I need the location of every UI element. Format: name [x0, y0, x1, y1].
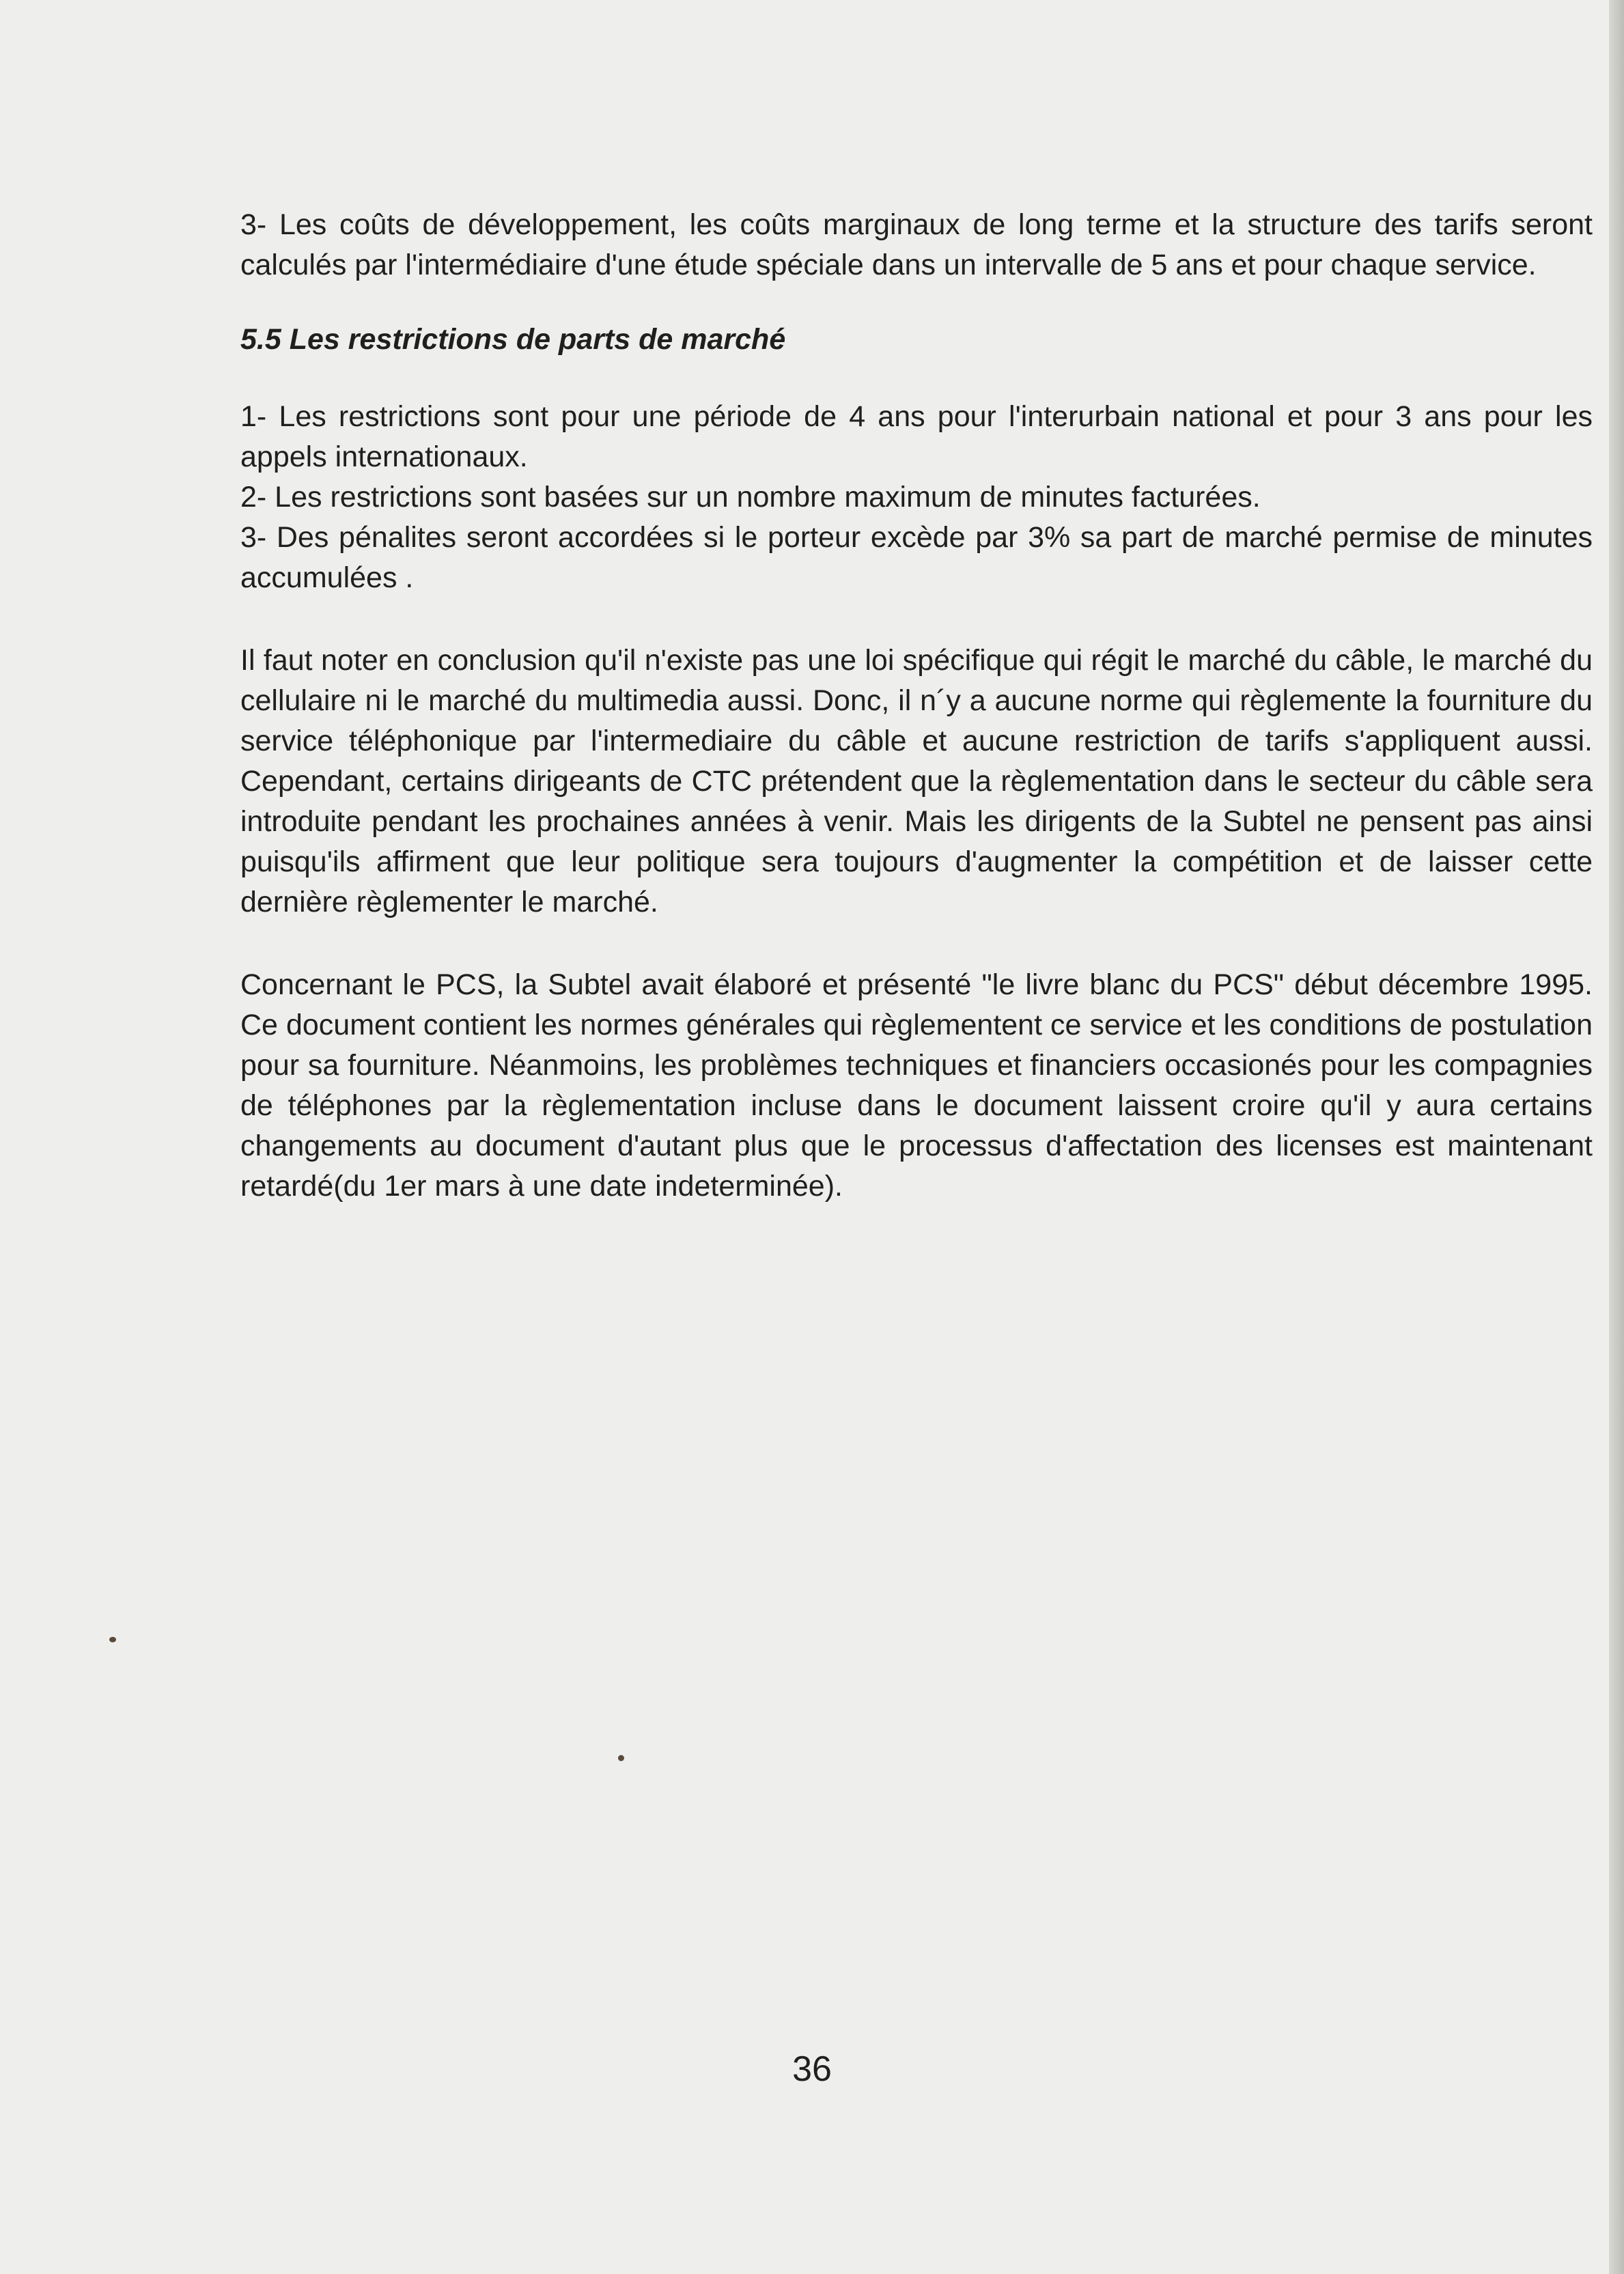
ink-speck [618, 1755, 624, 1761]
restrictions-list [240, 397, 1593, 598]
list-item: 2- Les restrictions sont basées sur un nombre maximum de minutes facturées. [240, 481, 1261, 514]
list-item: 3- Des pénalites seront accordées si le porteur excède par 3% sa part de marché permise de minutes accumulées . [240, 521, 1593, 594]
costs-item: 3- Les coûts de développement, les coûts marginaux de long terme et la structure des tarifs seront calculés par l'intermédiaire d'une étude spéciale dans un intervalle de 5 ans et pour chaque service. [240, 208, 1593, 281]
conclusion-paragraph: Il faut noter en conclusion qu'il n'existe pas une loi spécifique qui régit le marché du câble, le marché du cellulaire ni le marché du multimedia aussi. Donc, il n´y a aucune norme qui règlemente la fourniture du service téléphonique par l'intermediaire du câble et aucune restriction de tarifs s'appliquent aussi. Cependant, certains dirigeants de CTC prétendent que la règlementation dans le secteur du câble sera introduite pendant les prochaines années à venir. Mais les dirigents de la Subtel ne pensent pas ainsi puisqu'ils affirment que leur politique sera toujours d'augmenter la compétition et de laisser cette dernière règlementer le marché. [240, 644, 1593, 918]
ink-speck [109, 1637, 116, 1642]
page-number: 36 [792, 2049, 832, 2089]
list-item: 1- Les restrictions sont pour une période de 4 ans pour l'interurbain national et pour 3 ans pour les appels internationaux. [240, 400, 1593, 473]
document-body [240, 205, 1593, 1207]
section-heading: 5.5 Les restrictions de parts de marché [240, 323, 786, 356]
page-edge [1609, 0, 1624, 2274]
pcs-paragraph: Concernant le PCS, la Subtel avait élaboré et présenté "le livre blanc du PCS" début décembre 1995. Ce document contient les normes générales qui règlementent ce service et les conditions de postulation pour sa fourniture. Néanmoins, les problèmes techniques et financiers occasionés pour les compagnies de téléphones par la règlementation incluse dans le document laissent croire qu'il y aura certains changements au document d'autant plus que le processus d'affectation des licenses est maintenant retardé(du 1er mars à une date indeterminée). [240, 968, 1593, 1203]
